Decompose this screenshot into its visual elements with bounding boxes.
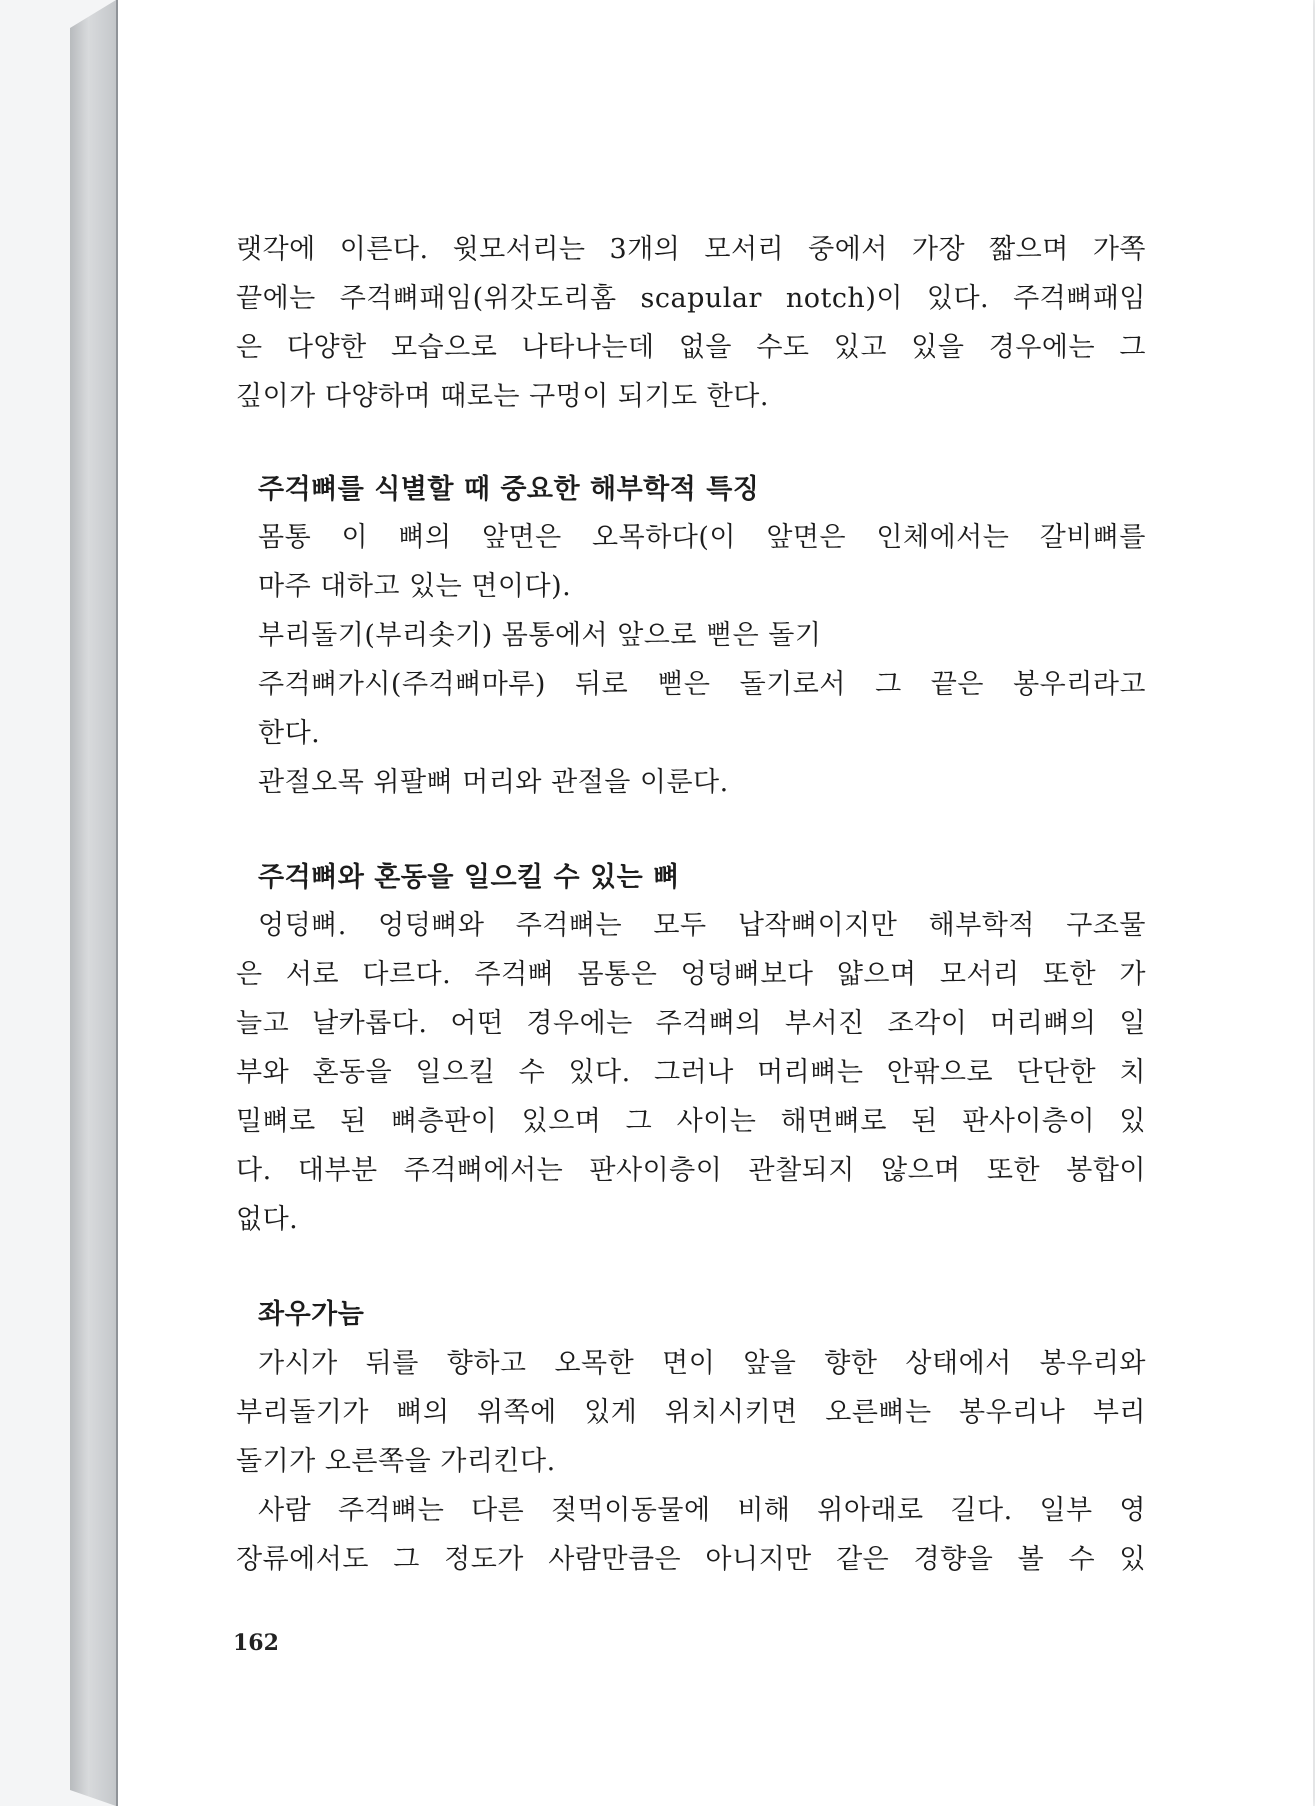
text-line: 없다.: [236, 1204, 299, 1235]
text-line: 주걱뼈가시(주걱뼈마루) 뒤로 뻗은 돌기로서 그 끝은 봉우리라고: [258, 669, 1146, 700]
section-heading: 주걱뼈와 혼동을 일으킬 수 있는 뼈: [258, 862, 680, 893]
book: [70, 0, 1315, 1806]
text-line: 엉덩뼈. 엉덩뼈와 주걱뼈는 모두 납작뼈이지만 해부학적 구조물: [258, 910, 1146, 941]
text-line: 관절오목 위팔뼈 머리와 관절을 이룬다.: [258, 767, 729, 798]
text-line: 밀뼈로 된 뼈층판이 있으며 그 사이는 해면뼈로 된 판사이층이 있: [236, 1106, 1146, 1137]
text-line: 은 서로 다르다. 주걱뼈 몸통은 엉덩뼈보다 얇으며 모서리 또한 가: [236, 959, 1146, 990]
section-heading: 좌우가늠: [258, 1299, 365, 1330]
text-line: 몸통 이 뼈의 앞면은 오목하다(이 앞면은 인체에서는 갈비뼈를: [258, 522, 1146, 553]
text-line: 랫각에 이른다. 윗모서리는 3개의 모서리 중에서 가장 짧으며 가쪽: [236, 234, 1146, 265]
text-line: 부리돌기(부리솟기) 몸통에서 앞으로 뻗은 돌기: [258, 620, 822, 651]
text-line: 깊이가 다양하며 때로는 구멍이 되기도 한다.: [236, 381, 769, 412]
text-line: 한다.: [258, 718, 321, 749]
text-line: 은 다양한 모습으로 나타나는데 없을 수도 있고 있을 경우에는 그: [236, 332, 1146, 363]
book-page: [116, 0, 1313, 1806]
text-line: 사람 주걱뼈는 다른 젖먹이동물에 비해 위아래로 길다. 일부 영: [258, 1495, 1146, 1526]
text-line: 부와 혼동을 일으킬 수 있다. 그러나 머리뼈는 안팎으로 단단한 치: [236, 1057, 1146, 1088]
page-number: 162: [233, 1630, 279, 1656]
text-line: 다. 대부분 주걱뼈에서는 판사이층이 관찰되지 않으며 또한 봉합이: [236, 1155, 1146, 1186]
text-line: 가시가 뒤를 향하고 오목한 면이 앞을 향한 상태에서 봉우리와: [258, 1348, 1146, 1379]
text-line: 장류에서도 그 정도가 사람만큼은 아니지만 같은 경향을 볼 수 있: [236, 1544, 1146, 1575]
page-content: [118, 0, 1313, 1806]
section-heading: 주걱뼈를 식별할 때 중요한 해부학적 특징: [258, 474, 760, 505]
book-spine: [70, 0, 116, 1806]
text-line: 부리돌기가 뼈의 위쪽에 있게 위치시키면 오른뼈는 봉우리나 부리: [236, 1397, 1146, 1428]
text-line: 늘고 날카롭다. 어떤 경우에는 주걱뼈의 부서진 조각이 머리뼈의 일: [236, 1008, 1146, 1039]
text-line: 마주 대하고 있는 면이다).: [258, 571, 572, 602]
text-line: 끝에는 주걱뼈패임(위갓도리홈 scapular notch)이 있다. 주걱뼈패임: [236, 283, 1146, 314]
text-line: 돌기가 오른쪽을 가리킨다.: [236, 1446, 556, 1477]
